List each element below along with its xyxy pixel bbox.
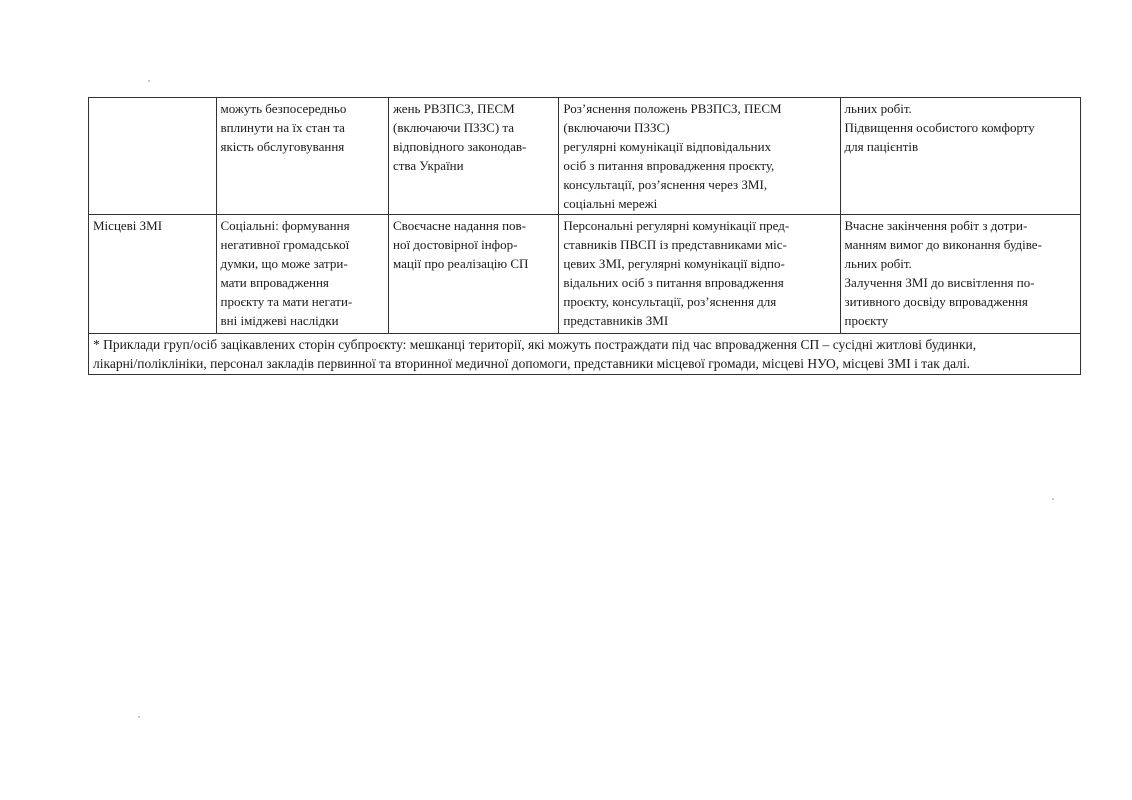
footnote-row	[89, 334, 1081, 375]
cell-text-line: відповідного законодав-	[392, 139, 527, 154]
cell-text-line: негативної громадської	[220, 237, 350, 252]
footnote-line: лікарні/поліклініки, персонал закладів первинної та вторинної медичної допомоги, представники місцевої громади, місцеві НУО, місцеві ЗМІ і так далі.	[93, 356, 971, 371]
footnote-cell	[89, 334, 1081, 375]
cell-text-line: вплинути на їх стан та	[220, 120, 345, 135]
cell-text-line: для пацієнтів	[844, 139, 919, 154]
cell-text-line: зитивного досвіду впровадження	[844, 294, 1028, 309]
cell-requirements	[388, 215, 558, 334]
cell-text-line: Вчасне закінчення робіт з дотри-	[844, 218, 1028, 233]
cell-group	[89, 215, 217, 334]
scan-speck	[1052, 498, 1054, 500]
cell-text-line: жень РВЗПСЗ, ПЕСМ	[392, 101, 515, 116]
cell-text-line: ства України	[392, 158, 464, 173]
cell-text-line: регулярні комунікації відповідальних	[563, 139, 772, 154]
cell-text-line: Своєчасне надання пов-	[392, 218, 527, 233]
cell-expectations	[840, 215, 1080, 334]
cell-methods	[559, 98, 840, 215]
cell-text-line: льних робіт.	[844, 256, 912, 271]
cell-text-line: льних робіт.	[844, 101, 912, 116]
cell-concerns	[216, 215, 388, 334]
cell-text-line: (включаючи ПЗЗС) та	[392, 120, 515, 135]
cell-expectations	[840, 98, 1080, 215]
footnote-line: * Приклади груп/осіб зацікавлених сторін субпроєкту: мешканці території, які можуть постраждати під час впровадження СП – сусідні житлові будинки,	[93, 337, 977, 352]
cell-text-line: Підвищення особистого комфорту	[844, 120, 1035, 135]
cell-text-line: Місцеві ЗМІ	[93, 218, 163, 233]
cell-text-line: цевих ЗМІ, регулярні комунікації відпо-	[563, 256, 785, 271]
cell-text-line: ставників ПВСП із представниками міс-	[563, 237, 787, 252]
table-row	[89, 98, 1081, 215]
cell-text-line: мації про реалізацію СП	[392, 256, 529, 271]
cell-text-line: можуть безпосередньо	[220, 101, 347, 116]
cell-text-line: (включаючи ПЗЗС)	[563, 120, 670, 135]
cell-text-line: ної достовірної інфор-	[392, 237, 518, 252]
cell-requirements	[388, 98, 558, 215]
cell-methods	[559, 215, 840, 334]
table-row	[89, 215, 1081, 334]
cell-text-line: проєкту та мати негати-	[220, 294, 353, 309]
scan-speck	[138, 716, 140, 718]
stakeholder-table	[88, 97, 1081, 375]
cell-text-line: думки, що може затри-	[220, 256, 348, 271]
cell-text-line: проєкту, консультації, роз’яснення для	[563, 294, 777, 309]
cell-text-line: Роз’яснення положень РВЗПСЗ, ПЕСМ	[563, 101, 782, 116]
cell-concerns	[216, 98, 388, 215]
cell-text-line: соціальні мережі	[563, 196, 658, 211]
cell-text-line: якість обслуговування	[220, 139, 345, 154]
cell-text-line: вні іміджеві наслідки	[220, 313, 339, 328]
cell-text-line: осіб з питання впровадження проєкту,	[563, 158, 775, 173]
cell-text-line: представників ЗМІ	[563, 313, 669, 328]
cell-text-line: манням вимог до виконання будіве-	[844, 237, 1042, 252]
cell-text-line: Соціальні: формування	[220, 218, 350, 233]
cell-text-line: Персональні регулярні комунікації пред-	[563, 218, 790, 233]
cell-text-line: Залучення ЗМІ до висвітлення по-	[844, 275, 1035, 290]
cell-text-line: проєкту	[844, 313, 889, 328]
cell-group	[89, 98, 217, 215]
cell-text-line: відальних осіб з питання впровадження	[563, 275, 784, 290]
scan-speck	[148, 80, 150, 82]
cell-text-line: консультації, роз’яснення через ЗМІ,	[563, 177, 768, 192]
cell-text-line: мати впровадження	[220, 275, 329, 290]
